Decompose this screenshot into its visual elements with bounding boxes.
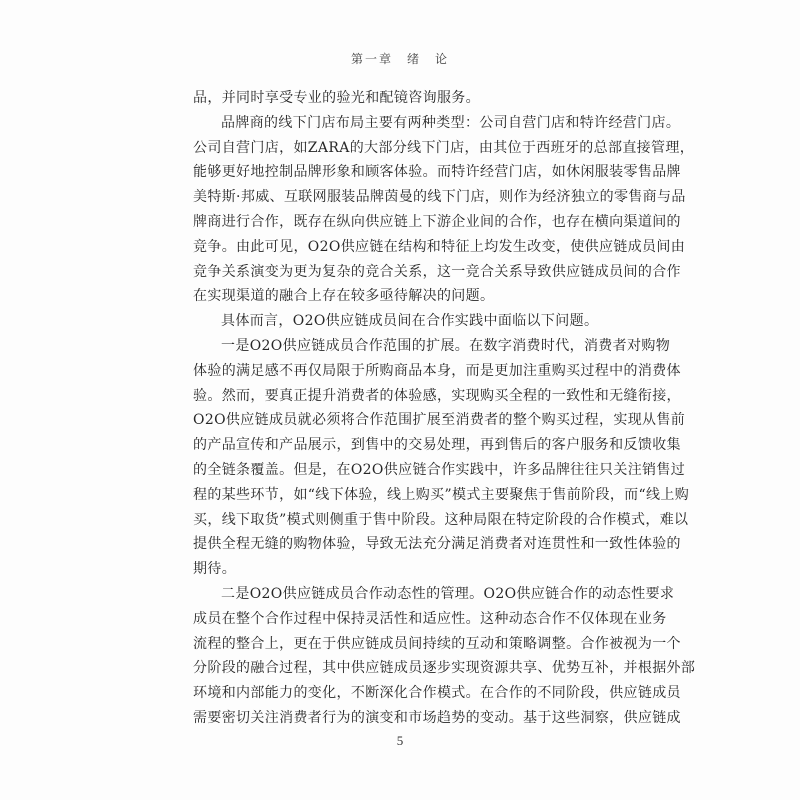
text-line: 提供全程无缝的购物体验，导致无法充分满足消费者对连贯性和一致性体验的 bbox=[193, 536, 681, 553]
text-line: 在实现渠道的融合上存在较多亟待解决的问题。 bbox=[193, 288, 495, 305]
text-line: 牌商进行合作，既存在纵向供应链上下游企业间的合作，也存在横向渠道间的 bbox=[193, 213, 681, 230]
text-line: 的全链条覆盖。但是，在O2O供应链合作实践中，许多品牌往往只关注销售过 bbox=[193, 461, 686, 478]
text-line: 竞争。由此可见，O2O供应链在结构和特征上均发生改变，使供应链成员间由 bbox=[193, 238, 686, 255]
text-line: 环境和内部能力的变化，不断深化合作模式。在合作的不同阶段，供应链成员 bbox=[193, 685, 681, 702]
text-line: 验。然而，要真正提升消费者的体验感，实现购买全程的一致性和无缝衔接， bbox=[193, 387, 681, 404]
text-line: 程的某些环节，如“线下体验，线上购买”模式主要聚焦于售前阶段，而“线上购 bbox=[193, 486, 690, 503]
running-header: 第一章 绪 论 bbox=[350, 52, 449, 66]
text-line: 分阶段的融合过程，其中供应链成员逐步实现资源共享、优势互补，并根据外部 bbox=[193, 660, 696, 677]
text-line: O2O供应链成员就必须将合作范围扩展至消费者的整个购买过程，实现从售前 bbox=[193, 412, 686, 429]
text-line: 竞争关系演变为更为复杂的竞合关系，这一竞合关系导致供应链成员间的合作 bbox=[193, 263, 681, 280]
paragraph-first-line: 二是O2O供应链成员合作动态性的管理。O2O供应链合作的动态性要求 bbox=[221, 585, 675, 602]
text-line: 能够更好地控制品牌形象和顾客体验。而特许经营门店，如休闲服装零售品牌 bbox=[193, 164, 681, 181]
page-number: 5 bbox=[396, 733, 404, 748]
body-text bbox=[193, 86, 696, 731]
text-line: 美特斯·邦威、互联网服装品牌茵曼的线下门店，则作为经济独立的零售商与品 bbox=[193, 189, 686, 206]
paragraph-first-line: 一是O2O供应链成员合作范围的扩展。在数字消费时代，消费者对购物 bbox=[221, 337, 671, 354]
text-line: 品，并同时享受专业的验光和配镜咨询服务。 bbox=[193, 90, 480, 106]
text-line: 成员在整个合作过程中保持灵活性和适应性。这种动态合作不仅体现在业务 bbox=[193, 610, 667, 627]
paragraph-first-line: 具体而言，O2O供应链成员间在合作实践中面临以下问题。 bbox=[221, 313, 599, 330]
text-line: 流程的整合上，更在于供应链成员间持续的互动和策略调整。合作被视为一个 bbox=[193, 635, 681, 652]
text-line: 需要密切关注消费者行为的演变和市场趋势的变动。基于这些洞察，供应链成 bbox=[193, 709, 681, 726]
text-line: 体验的满足感不再仅局限于所购商品本身，而是更加注重购买过程中的消费体 bbox=[193, 362, 681, 379]
paragraph-first-line: 品牌商的线下门店布局主要有两种类型：公司自营门店和特许经营门店。 bbox=[221, 114, 681, 131]
text-line: 的产品宣传和产品展示，到售中的交易处理，再到售后的客户服务和反馈收集 bbox=[193, 437, 681, 454]
text-line: 公司自营门店，如ZARA的大部分线下门店，由其位于西班牙的总部直接管理， bbox=[193, 139, 695, 156]
text-line: 买，线下取货”模式则侧重于售中阶段。这种局限在特定阶段的合作模式，难以 bbox=[193, 511, 689, 528]
text-line: 期待。 bbox=[193, 561, 237, 578]
